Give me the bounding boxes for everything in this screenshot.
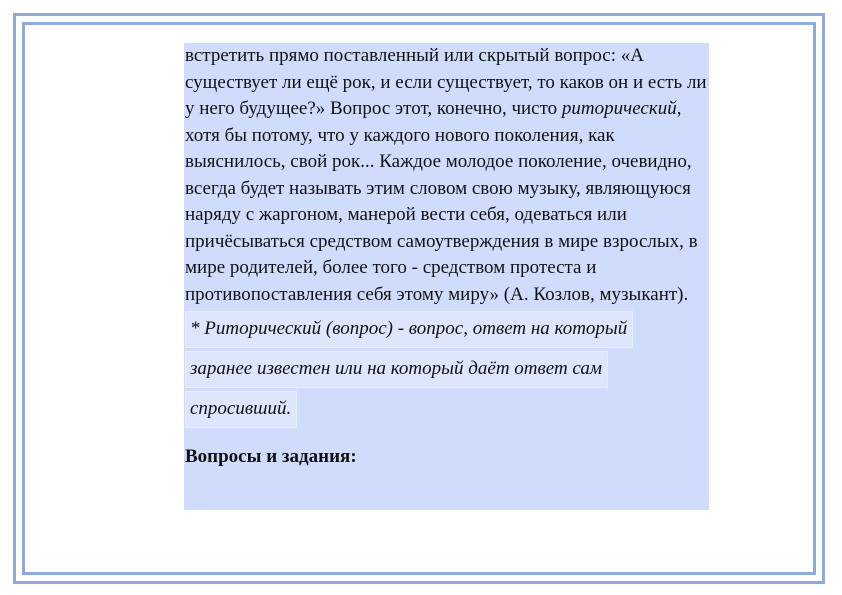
footnote — [185, 311, 709, 431]
section-heading: Вопросы и задания: — [185, 446, 357, 467]
footnote-line-2: заранее известен или на который даёт ответ сам — [185, 351, 608, 388]
paragraph-text-part2: , хотя бы потому, что у каждого нового поколения, как выяснилось, свой рок... Каждое молодое поколение, очевидно, всегда будет называть этим словом свою музыку, являющуюся наряду с жаргоном, манерой вести себя, одеваться или причёсываться средством самоутверждения в мире взрослых, в мире родителей, более того - средством протеста и противопоставления себя этому миру» (А. Козлов, музыкант). — [185, 98, 698, 305]
paragraph-text-part1: встретить прямо поставленный или скрытый вопрос: «А существует ли ещё рок, и если существует, то каков он и есть ли у него будущее?» Вопрос этот, конечно, чисто — [185, 45, 707, 119]
text-block — [184, 43, 709, 510]
footnote-line-3: спросивший. — [185, 391, 297, 428]
paragraph-italic-term: риторический — [561, 98, 677, 119]
footnote-line-1: * Риторический (вопрос) - вопрос, ответ на который — [185, 311, 633, 348]
main-paragraph — [185, 43, 709, 308]
